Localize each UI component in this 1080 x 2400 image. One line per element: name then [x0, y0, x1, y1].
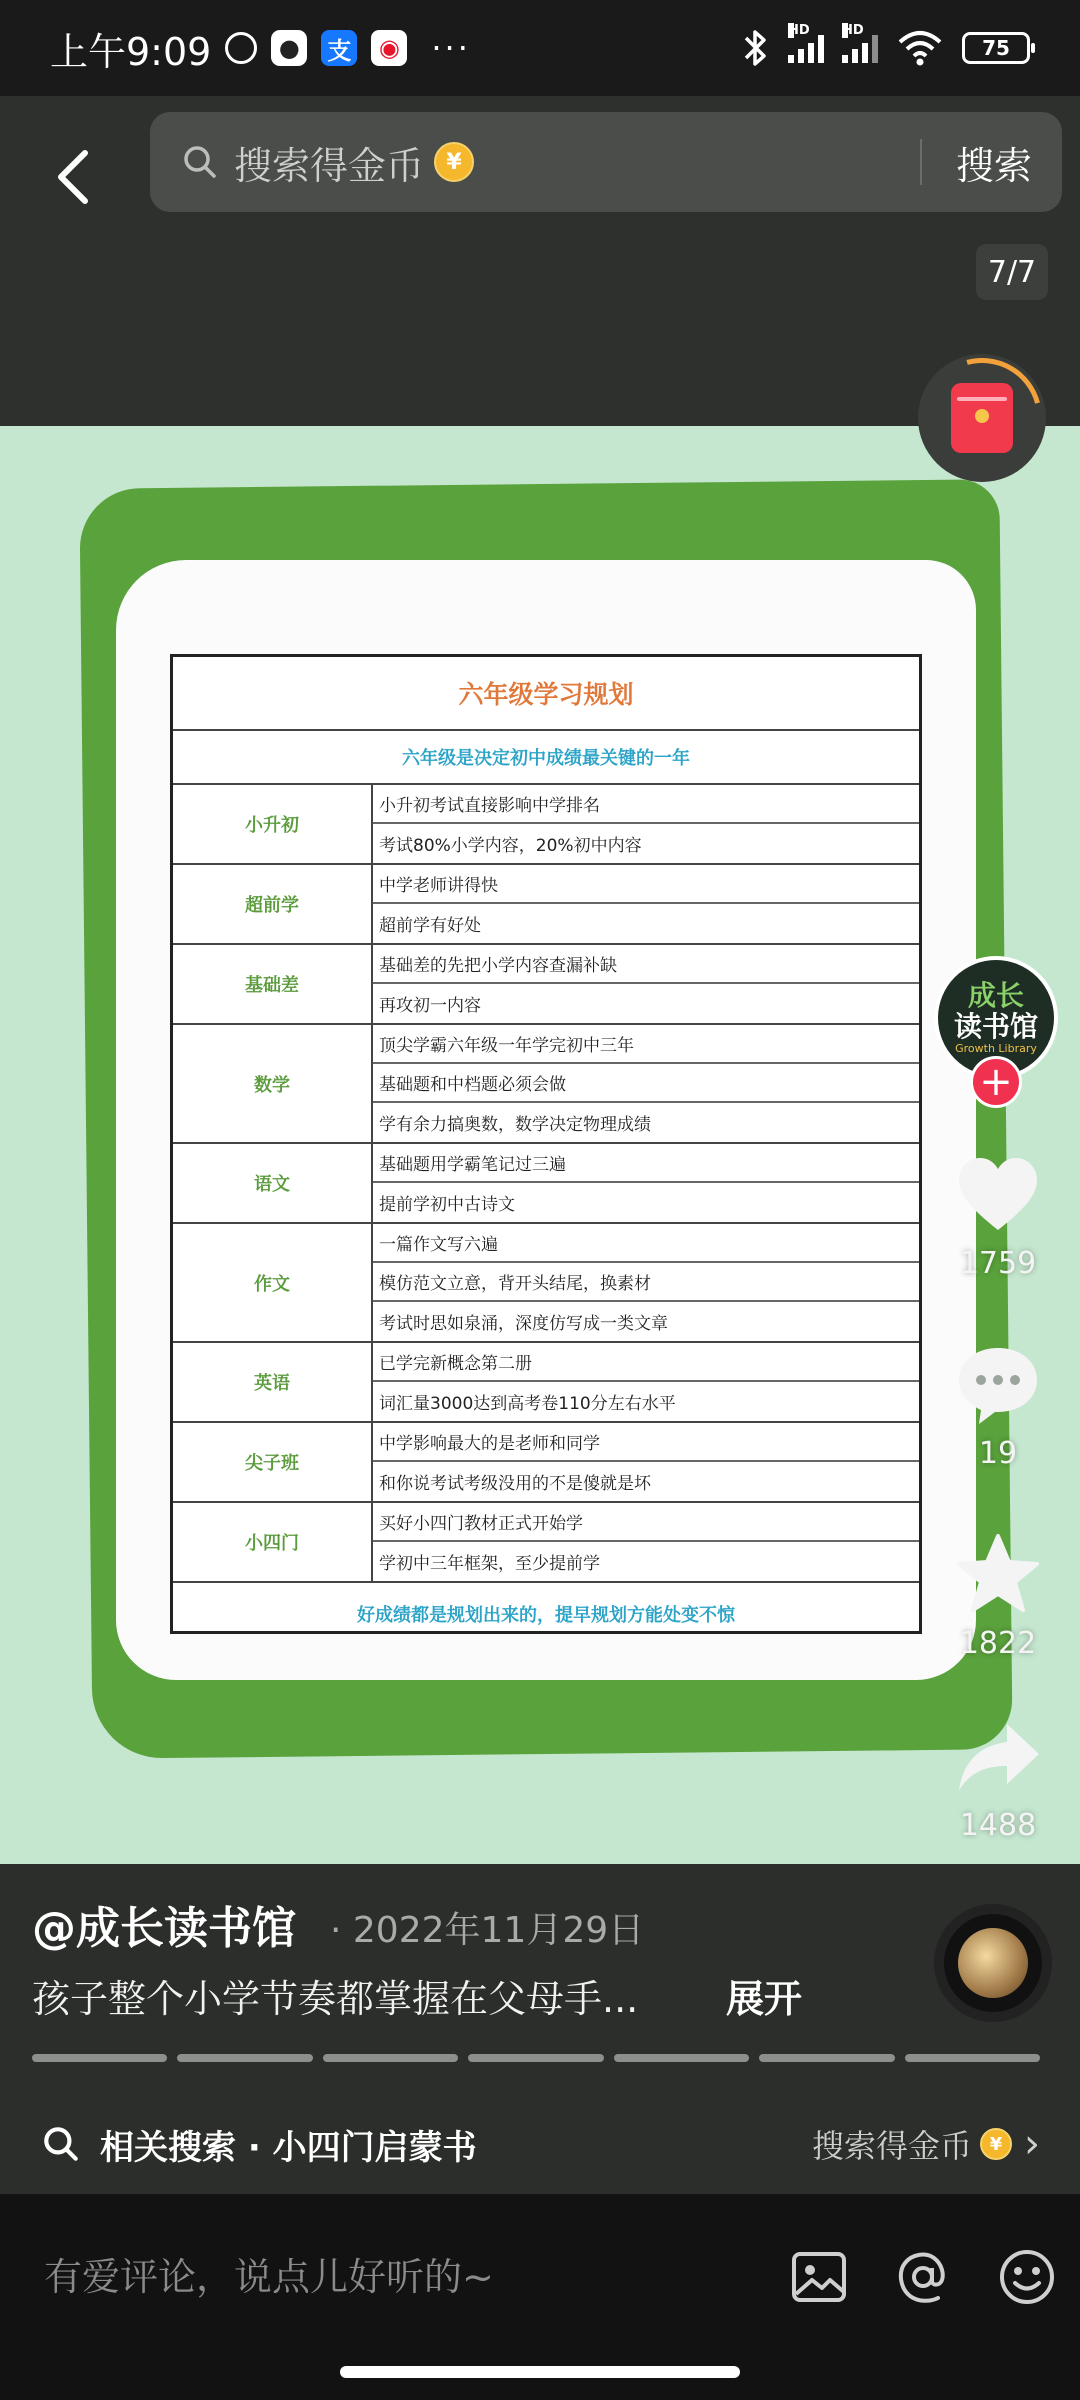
document-items	[373, 1423, 919, 1501]
related-search-reward[interactable]	[812, 2121, 1040, 2167]
avatar-text-line1: 成长	[967, 978, 1024, 1012]
document-items	[373, 785, 919, 863]
comment-bar	[0, 2194, 1080, 2400]
document-item: 已学完新概念第二册	[373, 1343, 919, 1382]
back-button[interactable]	[48, 132, 98, 222]
image-picker-icon[interactable]	[788, 2246, 850, 2308]
favorite-count: 1822	[959, 1626, 1037, 1661]
like-count: 1759	[959, 1246, 1037, 1281]
document-section	[173, 1025, 919, 1144]
top-bar	[0, 96, 1080, 426]
document-item: 中学老师讲得快	[373, 865, 919, 904]
search-bar[interactable]	[150, 112, 1062, 212]
progress-segment	[323, 2054, 458, 2062]
progress-segment	[177, 2054, 312, 2062]
gold-coin-icon: ¥	[980, 2128, 1012, 2160]
post-info	[0, 1864, 1080, 2194]
document-category: 基础差	[173, 945, 373, 1023]
cellular-signal-icon: HD	[788, 33, 824, 63]
document-item: 买好小四门教材正式开始学	[373, 1503, 919, 1542]
notification-icons	[225, 29, 471, 67]
document-item: 再攻初一内容	[379, 996, 481, 1016]
document-category: 超前学	[173, 865, 373, 943]
progress-segment	[468, 2054, 603, 2062]
document-item: 小升初考试直接影响中学排名	[373, 785, 919, 824]
chevron-right-icon: ›	[1024, 2121, 1040, 2167]
comment-input[interactable]: 有爱评论，说点儿好听的~	[44, 2255, 494, 2299]
document-category: 尖子班	[173, 1423, 373, 1501]
search-input[interactable]: 搜索得金币	[234, 143, 425, 188]
wifi-icon	[896, 28, 944, 68]
status-right	[740, 23, 1030, 68]
more-notifications-icon: ···	[431, 29, 471, 67]
document-items	[373, 1343, 919, 1421]
related-search-label[interactable]: 相关搜索 · 小四门启蒙书	[100, 2127, 477, 2168]
follow-button[interactable]: +	[970, 1056, 1022, 1108]
red-envelope-icon	[951, 383, 1013, 453]
document-section	[173, 1503, 919, 1583]
progress-segment	[614, 2054, 749, 2062]
document-item: 基础差的先把小学内容查漏补缺	[373, 945, 919, 984]
document-items	[373, 1025, 919, 1142]
document-section	[173, 1343, 919, 1423]
document-item: 词汇量3000达到高考卷110分左右水平	[379, 1394, 676, 1414]
document-category: 作文	[173, 1224, 373, 1341]
emoji-icon[interactable]	[996, 2246, 1058, 2308]
search-icon	[180, 142, 220, 182]
document-items	[373, 1224, 919, 1341]
comment-count: 19	[978, 1436, 1018, 1471]
comment-button[interactable]	[938, 1340, 1058, 1471]
document-item: 中学影响最大的是老师和同学	[373, 1423, 919, 1462]
document-category: 小升初	[173, 785, 373, 863]
document-section	[173, 785, 919, 865]
document-item: 提前学初中古诗文	[379, 1195, 515, 1215]
document-sections	[173, 785, 919, 1583]
heart-icon	[953, 1150, 1043, 1240]
image-progress-segments	[32, 2054, 1040, 2062]
search-button[interactable]: 搜索	[955, 143, 1032, 188]
search-icon	[40, 2123, 82, 2165]
document-item: 基础题用学霸笔记过三遍	[373, 1144, 919, 1183]
gold-coin-icon: ¥	[434, 142, 474, 182]
document-section	[173, 1423, 919, 1503]
progress-segment	[905, 2054, 1040, 2062]
document-item: 和你说考试考级没用的不是傻就是坏	[379, 1474, 651, 1494]
progress-segment	[759, 2054, 894, 2062]
document-section	[173, 865, 919, 945]
battery-icon: 75	[962, 32, 1030, 64]
document-section	[173, 945, 919, 1025]
document-item: 考试时思如泉涌，深度仿写成一类文章	[379, 1314, 668, 1334]
search-divider	[920, 139, 922, 185]
home-indicator[interactable]	[340, 2366, 740, 2378]
avatar-text-line3: Growth Library	[955, 1042, 1037, 1056]
status-time: 上午9:09	[50, 29, 212, 74]
share-arrow-icon	[953, 1712, 1043, 1802]
progress-segment	[32, 2054, 167, 2062]
study-plan-table	[170, 654, 922, 1634]
mention-icon[interactable]	[892, 2246, 954, 2308]
comment-icon	[953, 1340, 1043, 1430]
star-icon	[953, 1530, 1043, 1620]
like-button[interactable]	[938, 1150, 1058, 1281]
status-bar	[0, 0, 1080, 96]
author-name[interactable]: @成长读书馆	[32, 1903, 296, 1954]
document-footer: 好成绩都是规划出来的，提早规划方能处变不惊	[357, 1605, 735, 1626]
avatar-text-line2: 读书馆	[953, 1009, 1038, 1043]
music-disc[interactable]	[934, 1904, 1052, 2022]
document-title: 六年级学习规划	[173, 657, 919, 731]
red-packet-button[interactable]	[918, 354, 1046, 482]
alipay-icon: 支	[321, 30, 357, 66]
document-item: 模仿范文立意，背开头结尾，换素材	[373, 1263, 919, 1302]
bluetooth-icon	[740, 28, 770, 68]
document-item: 顶尖学霸六年级一年学完初中三年	[373, 1025, 919, 1064]
document-item: 超前学有好处	[379, 916, 481, 936]
document-items	[373, 945, 919, 1023]
share-button[interactable]	[938, 1712, 1058, 1843]
document-item: 学初中三年框架，至少提前学	[379, 1554, 600, 1574]
document-section	[173, 1144, 919, 1224]
document-section	[173, 1224, 919, 1343]
music-cover-icon	[958, 1928, 1028, 1998]
related-search-row[interactable]	[0, 2094, 1080, 2194]
favorite-button[interactable]	[938, 1530, 1058, 1661]
post-caption[interactable]: 孩子整个小学节奏都掌握在父母手...	[32, 1977, 639, 2021]
chevron-left-icon	[53, 147, 93, 207]
share-count: 1488	[959, 1808, 1037, 1843]
post-date: · 2022年11月29日	[330, 1910, 645, 1951]
document-category: 数学	[173, 1025, 373, 1142]
document-items	[373, 1503, 919, 1581]
document-subtitle: 六年级是决定初中成绩最关键的一年	[173, 731, 919, 785]
document-item: 基础题和中档题必须会做	[373, 1064, 919, 1103]
weibo-icon: ◉	[371, 30, 407, 66]
document-category: 语文	[173, 1144, 373, 1222]
document-item: 一篇作文写六遍	[373, 1224, 919, 1263]
expand-button[interactable]: 展开	[726, 1977, 803, 2021]
page-indicator: 7/7	[976, 244, 1048, 300]
document-items	[373, 865, 919, 943]
cellular-signal-2-icon: HD	[842, 33, 878, 63]
document-category: 小四门	[173, 1503, 373, 1581]
comment-tools	[788, 2246, 1058, 2308]
chat-icon: ●	[271, 30, 307, 66]
post-image[interactable]	[0, 426, 1080, 1864]
document-category: 英语	[173, 1343, 373, 1421]
document-items	[373, 1144, 919, 1222]
reward-label: 搜索得金币	[811, 2127, 972, 2165]
alarm-icon	[225, 32, 257, 64]
document-item: 学有余力搞奥数，数学决定物理成绩	[379, 1115, 651, 1135]
document-item: 考试80%小学内容，20%初中内容	[379, 836, 642, 856]
